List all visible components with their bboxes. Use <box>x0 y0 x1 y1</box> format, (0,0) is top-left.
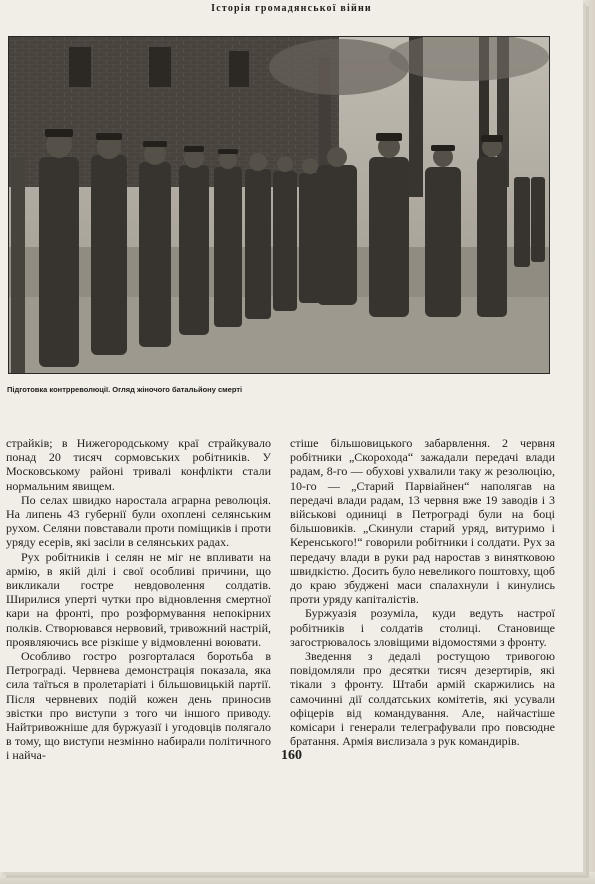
text-column-left <box>6 436 271 763</box>
running-head: Історія громадянської війни <box>211 3 372 14</box>
paragraph: стіше більшовицького забарвлення. 2 червня робітники „Скорохода“ зажадали передачі влади радам, 8-го — обухові ухвалили таку ж резолюцію, 10-го — „Старий Парвіайнен“ наполягав на передачі влади радам, 13 червня вже 19 заводів і 3 військові одиниці в Петрограді були на боці більшовиків. „Скинули старий уряд, витуримо і Керенського!“ говорили робітники і солдати. Рух за передачу влади в руки рад наростав з винятковою швидкістю. Досить було невеликого поштовху, щоб до краю збуджені маси спалахнули і кинулись проти уряду капіталістів. <box>290 436 555 607</box>
page-edge-right <box>583 0 595 884</box>
paragraph: страйків; в Нижегородському краї страйкувало понад 20 тисяч сормовських робітників. У Московському районі тривалі конфлікти стали нормальним явищем. <box>6 436 271 493</box>
paragraph: Буржуазія розуміла, куди ведуть настрої робітників і солдатів столиці. Становище загострювалось зловіщими відомостями з фронту. <box>290 606 555 649</box>
paragraph: Особливо гостро розгорталася боротьба в Петрограді. Червнева демонстрація показала, яка сила таїться в пролетаріаті і більшовицькій партії. Після червневих подій кожен день приносив звістки про виступи з того чи іншого приводу. Найтривожніше для буржуазії і угодовців полягало в тому, що виступи незмінно набирали політичного і найча- <box>6 649 271 763</box>
photograph-women-battalion <box>8 36 550 374</box>
page-edge-bottom <box>0 872 595 884</box>
page-number: 160 <box>281 748 302 763</box>
paragraph: Зведення з дедалі ростущою тривогою повідомляли про десятки тисяч дезертирів, які тікали з фронту. Штаби армій скаржились на самочинні дії солдатських комітетів, які усували офіцерів від командування. Але, найчастіше комісари і генерали телеграфували про повсюдне братання. Армія вислизала з рук командирів. <box>290 649 555 749</box>
paragraph: По селах швидко наростала аграрна революція. На липень 43 губернії були охоплені селянським рухом. Селяни повставали проти поміщиків і проти уряду есерів, які засіли в селянських радах. <box>6 492 271 550</box>
photo-caption: Підготовка контрреволюції. Огляд жіночого батальйону смерті <box>7 385 243 394</box>
text-column-right <box>290 436 555 748</box>
paragraph: Рух робітників і селян не міг не впливати на армію, в якій ділі і свої особливі причини, що викликали гостре невдоволення солдатів. Ширилися уперті чутки про відновлення смертної кари на фронті, про розформування непокірних полків. Створювався нервовий, тривожний настрій, проявляючись все різкіше у відмовленні воювати. <box>6 549 271 649</box>
photo-illustration <box>9 37 549 373</box>
